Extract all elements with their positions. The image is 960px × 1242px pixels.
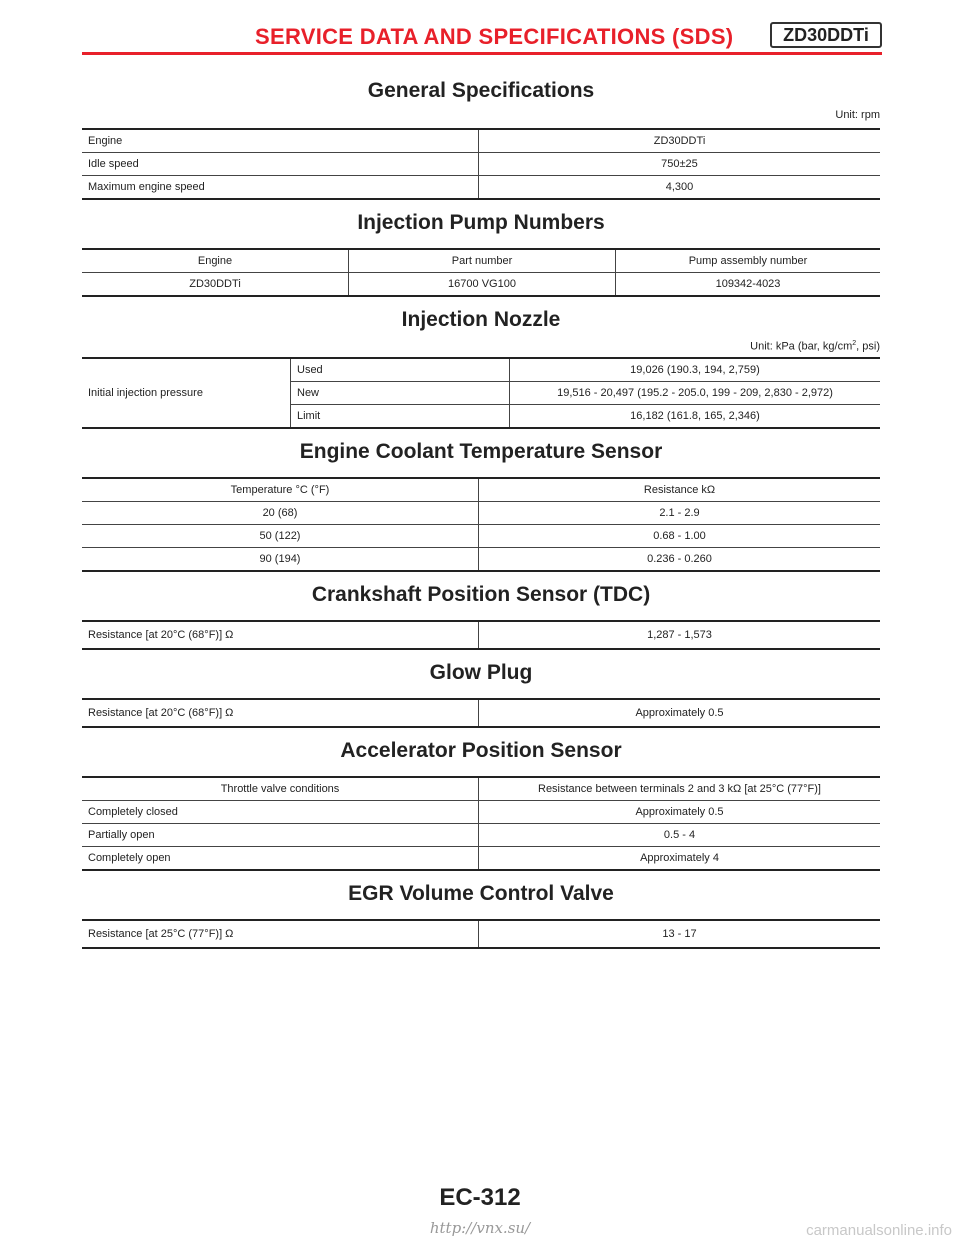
section-title-crankshaft: Crankshaft Position Sensor (TDC) [311,583,651,606]
spec-value: 4,300 [479,176,881,200]
condition-cell: Completely closed [82,801,479,824]
table-row [82,621,880,649]
pressure-cell: 19,516 - 20,497 (195.2 - 205.0, 199 - 209, 2,830 - 2,972) [510,382,881,405]
table-row [82,847,880,871]
table-header-row [82,478,880,502]
column-header: Engine [197,255,233,267]
table-row [82,525,880,548]
condition-cell: Partially open [82,824,479,847]
spec-label: Idle speed [82,153,479,176]
section-title-coolant: Engine Coolant Temperature Sensor [299,440,663,463]
spec-label: Engine [88,135,123,147]
unit-label-general: Unit: rpm [835,109,880,121]
part-number-cell: 16700 VG100 [349,273,616,297]
general-spec-table [82,128,880,200]
crankshaft-table [82,620,880,650]
column-header: Temperature °C (°F) [230,484,330,496]
nozzle-table [82,357,880,429]
resistance-cell: 0.5 - 4 [479,824,881,847]
temperature-cell: 90 (194) [82,548,479,572]
table-row [82,358,880,382]
temperature-cell: 50 (122) [82,525,479,548]
resistance-cell: Approximately 0.5 [479,801,881,824]
resistance-cell: Approximately 4 [479,847,881,871]
table-row [82,176,880,200]
table-row [82,920,880,948]
table-row [82,548,880,572]
accelerator-table [82,776,880,871]
condition-cell: Used [291,358,510,382]
table-header-row [82,777,880,801]
condition-cell: Limit [291,405,510,429]
spec-value: 1,287 - 1,573 [479,621,881,649]
nozzle-label: Initial injection pressure [88,387,203,399]
table-row [82,699,880,727]
section-title-nozzle: Injection Nozzle [401,308,561,331]
coolant-table [82,477,880,572]
spec-label: Maximum engine speed [82,176,479,200]
source-url: http://vnx.su/ [429,1219,531,1237]
table-row [82,824,880,847]
column-header: Throttle valve conditions [220,783,340,795]
pressure-cell: 19,026 (190.3, 194, 2,759) [510,358,881,382]
column-header: Part number [349,249,616,273]
column-header: Resistance between terminals 2 and 3 kΩ [at 25°C (77°F)] [479,777,881,801]
table-row [82,273,880,297]
header-rule [82,52,882,55]
temperature-cell: 20 (68) [82,502,479,525]
spec-value: 13 - 17 [479,920,881,948]
page-number: EC-312 [439,1184,521,1211]
spec-value: ZD30DDTi [479,129,881,153]
spec-content [82,76,880,949]
table-row [82,801,880,824]
spec-value: 750±25 [479,153,881,176]
condition-cell: New [291,382,510,405]
spec-label: Resistance [at 25°C (77°F)] Ω [88,928,234,940]
section-title-accelerator: Accelerator Position Sensor [340,739,622,762]
condition-cell: Completely open [82,847,479,871]
table-row [82,129,880,153]
table-row [82,153,880,176]
spec-label: Resistance [at 20°C (68°F)] Ω [88,629,234,641]
spec-label: Resistance [at 20°C (68°F)] Ω [88,707,234,719]
spec-value: Approximately 0.5 [479,699,881,727]
page-header [0,22,960,58]
unit-label-nozzle: Unit: kPa (bar, $kg/cm^2$, psi) [750,340,880,353]
section-title-pump: Injection Pump Numbers [357,211,605,234]
column-header: Pump assembly number [616,249,881,273]
egr-table [82,919,880,949]
engine-badge: ZD30DDTi [770,22,882,48]
resistance-cell: 2.1 - 2.9 [479,502,881,525]
section-title-egr: EGR Volume Control Valve [348,882,614,905]
table-row [82,502,880,525]
resistance-cell: 0.68 - 1.00 [479,525,881,548]
column-header: Resistance kΩ [479,478,881,502]
table-header-row [82,249,880,273]
glow-plug-table [82,698,880,728]
resistance-cell: 0.236 - 0.260 [479,548,881,572]
pump-assembly-cell: 109342-4023 [616,273,881,297]
section-title-general: General Specifications [367,79,595,102]
pump-table [82,248,880,297]
engine-cell: ZD30DDTi [82,273,349,297]
watermark: carmanualsonline.info [806,1222,952,1239]
header-title: SERVICE DATA AND SPECIFICATIONS (SDS) [255,24,734,49]
pressure-cell: 16,182 (161.8, 165, 2,346) [510,405,881,429]
section-title-glow-plug: Glow Plug [429,661,533,684]
